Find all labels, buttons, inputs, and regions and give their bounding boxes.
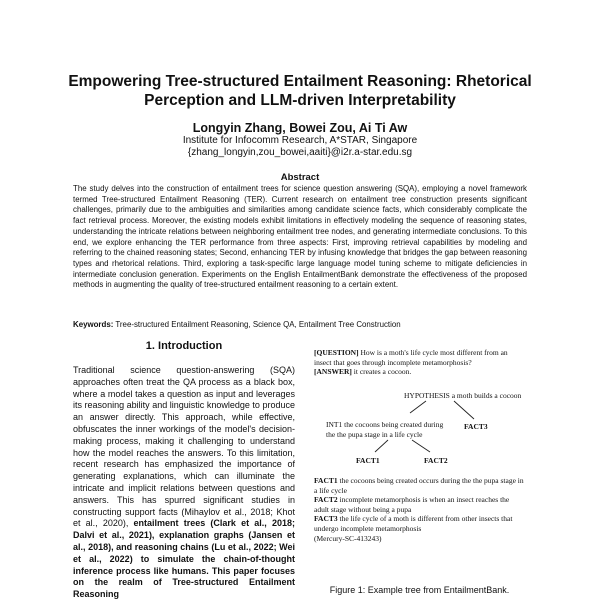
keywords-text: Tree-structured Entailment Reasoning, Science QA, Entailment Tree Construction [115, 320, 401, 329]
hypothesis-node: HYPOTHESIS a moth builds a cocoon [404, 391, 522, 400]
abstract-heading: Abstract [280, 172, 320, 183]
fact1-node: FACT1 [356, 456, 380, 465]
fact-text: the life cycle of a moth is different from other insects that undergo incomplete metamorphosis [314, 514, 513, 533]
fact3-node: FACT3 [464, 422, 488, 431]
edge-fact2-int1 [412, 440, 430, 452]
fact-item [314, 514, 526, 533]
affiliation-block [40, 135, 560, 159]
int1-line-2: the the pupa stage in a life cycle [326, 429, 423, 439]
fact-item [314, 476, 526, 495]
question-text: How is a moth's life cycle most different from an insect that goes through incomplete metamorphosis? [314, 348, 508, 367]
title-line-2: Perception and LLM-driven Interpretability [144, 92, 456, 109]
fact-source: (Mercury-SC-413243) [314, 533, 382, 543]
title-line-1: Empowering Tree-structured Entailment Reasoning: Rhetorical [68, 73, 532, 90]
intro-text-part-2: entailment trees (Clark et al., 2018; Dalvi et al., 2021), explanation graphs (Jansen et al., 2018), and reasoning chains (Lu et al., 2022; Wei et al., 2022) to simulate the chain-of-thought inference process like humans. This paper focuses on the realm of Tree-structured Entailment Reasoning [73, 518, 295, 600]
figure-caption: Figure 1: Example tree from EntailmentBank. [329, 585, 510, 595]
question-label: [QUESTION] [314, 348, 359, 357]
figure-entailment-tree [312, 346, 527, 576]
edge-fact1-int1 [375, 440, 388, 452]
intro-text-part-1: Traditional science question-answering (SQA) approaches often treat the QA process as a black box, where a model takes a question as input and leverages its reasoning ability and linguistic knowledge to produce an answer directly. This approach, while effective, obfuscates the inner workings of the model's decision-making process, making it challenging to understand how the model reaches the answers. To this limitation, recent research has emphasized the importance of generating explanations, which can illuminate the intricate and implicit relations between questions and answers. This has spurred significant studies in constructing support facts (Mihaylov et al., 2018; Khot et al., 2020), [73, 365, 295, 529]
answer-text: it creates a cocoon. [353, 367, 412, 377]
keywords [73, 320, 527, 330]
author-emails: {zhang_longyin,zou_bowei,aaiti}@i2r.a-star.edu.sg [187, 147, 413, 158]
fact-text: incomplete metamorphosis is when an insect reaches the adult stage without being a pupa [314, 495, 510, 514]
fact-list [314, 476, 526, 543]
fact-label: FACT1 [314, 476, 338, 485]
edge-int1-hypothesis [410, 401, 426, 413]
abstract-text: The study delves into the construction of entailment trees for science question answering (SQA), employing a novel framework termed Tree-structured Entailment Reasoning (TER). Current research on entailment tree construction presents significant challenges, primarily due to the ambiguities and similarities among candidate science facts, which considerably complicate the fact retrieval process. Moreover, the existing models exhibit limitations in effectively modeling the sequence of reasoning states, understanding the intricate relations between neighboring entailment tree nodes, and generating intermediate conclusions. To this end, we explore enhancing the TER performance from three aspects: First, improving retrieval capabilities by modeling and referring to the chained reasoning states; Second, enhancing TER by infusing knowledge that bridges the gap between reasoning types and rhetorical relations. Third, exploring a task-specific large language model tuning scheme to mitigate deficiencies in intermediate conclusion generation. Experiments on the English EntailmentBank demonstrate the effectiveness of the proposed methods in augmenting the quality of tree-structured entailment reasoning to a certain extent. [73, 184, 527, 290]
edge-fact3-hypothesis [454, 401, 474, 419]
introduction-text [73, 365, 295, 600]
fact-label: FACT3 [314, 514, 338, 524]
section-heading-introduction: 1. Introduction [145, 340, 223, 352]
fact-label: FACT2 [314, 495, 338, 505]
keywords-label: Keywords: [73, 320, 114, 329]
fact-item [314, 495, 526, 514]
author-list: Longyin Zhang, Bowei Zou, Ai Ti Aw [192, 121, 408, 135]
int1-line-1: INT1 the cocoons being created during [326, 420, 444, 429]
fact-text: the cocoons being created occurs during the the pupa stage in a life cycle [314, 476, 524, 495]
answer-label: [ANSWER] [314, 367, 352, 377]
tree-edges [312, 346, 527, 481]
paper-title [40, 72, 560, 110]
int1-node [326, 420, 443, 439]
fact2-node: FACT2 [424, 456, 448, 465]
affiliation: Institute for Infocomm Research, A*STAR, Singapore [182, 135, 418, 146]
